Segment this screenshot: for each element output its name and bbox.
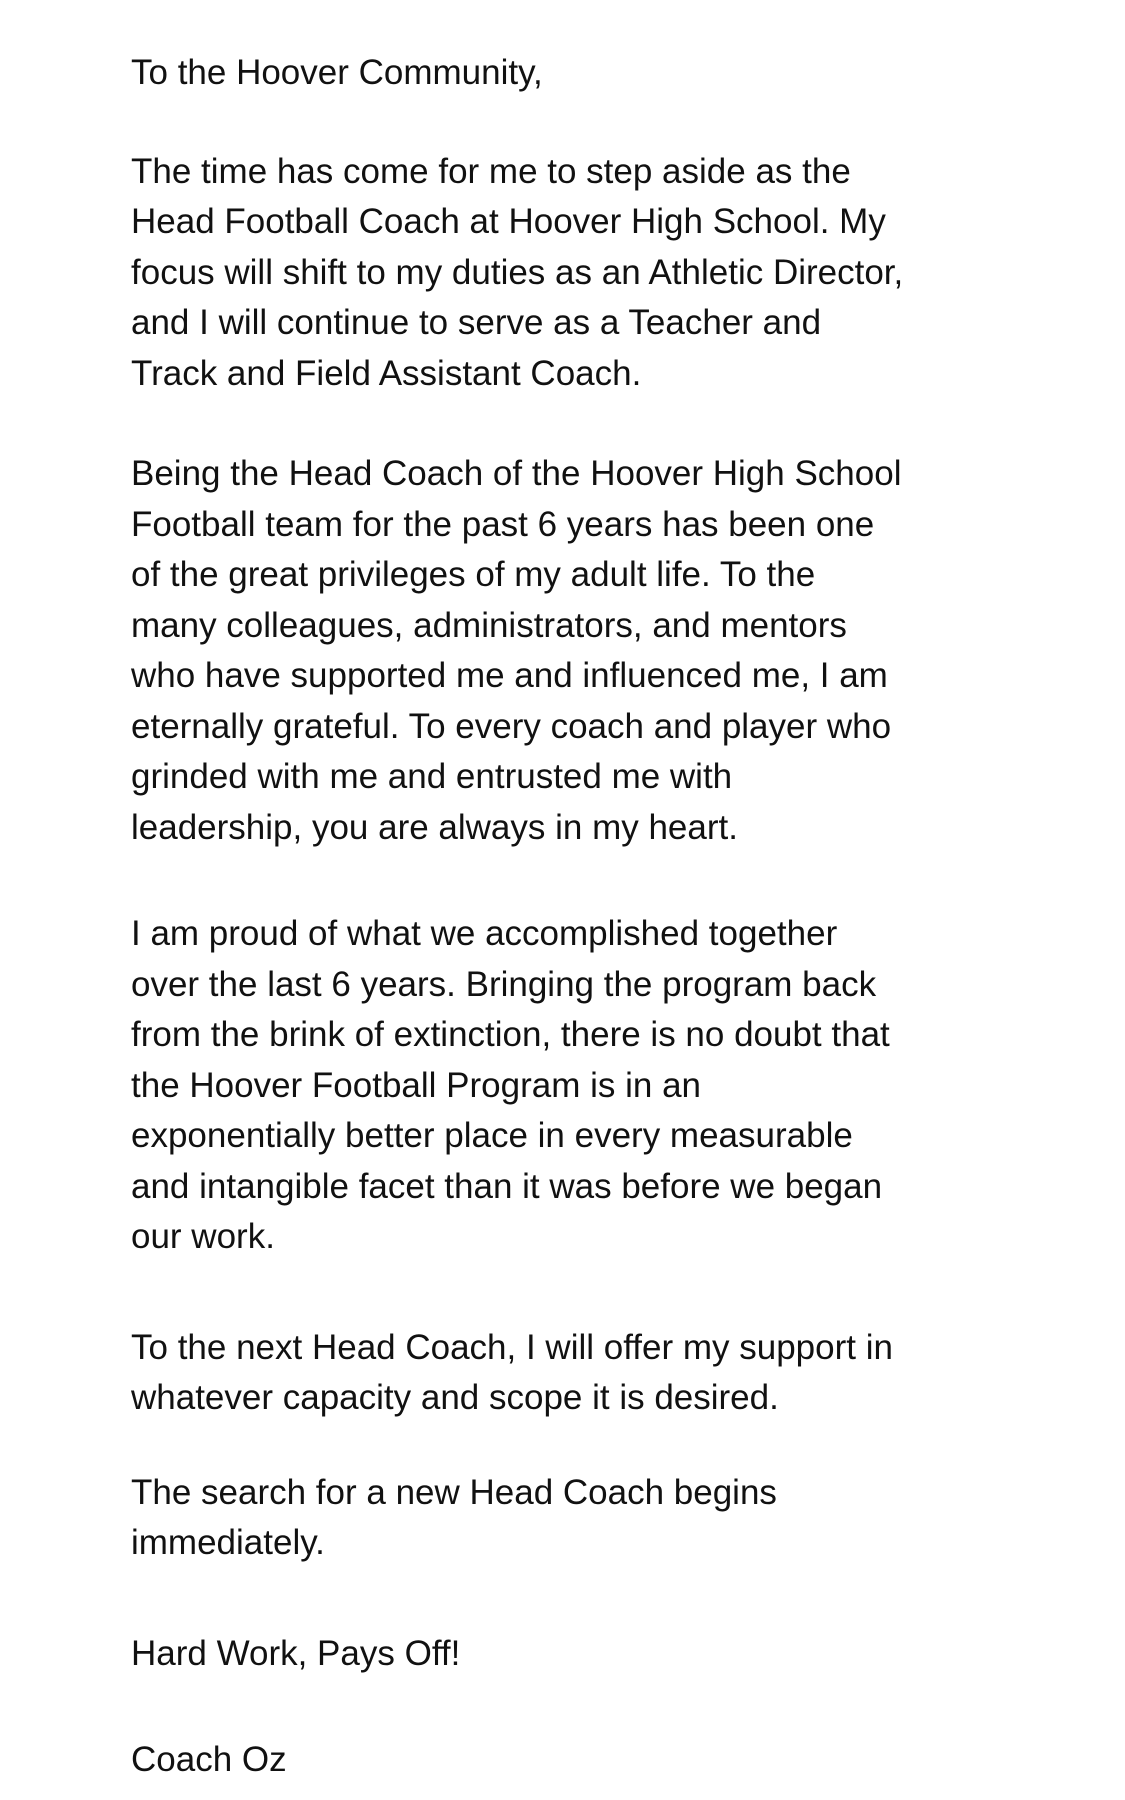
paragraph-line: immediately.	[131, 1523, 325, 1562]
paragraph-1	[131, 147, 1031, 400]
paragraph-line: eternally grateful. To every coach and player who	[131, 706, 892, 746]
paragraph-5	[131, 1468, 1031, 1569]
paragraph-line: I am proud of what we accomplished together	[131, 914, 838, 953]
paragraph-line: our work.	[131, 1217, 275, 1256]
paragraph-line: To the next Head Coach, I will offer my support in	[131, 1327, 893, 1367]
paragraph-line: The search for a new Head Coach begins	[131, 1472, 777, 1512]
paragraph-line: many colleagues, administrators, and mentors	[131, 605, 847, 645]
salutation: To the Hoover Community,	[131, 53, 543, 92]
paragraph-line: whatever capacity and scope it is desired.	[131, 1378, 779, 1417]
closing-line: Hard Work, Pays Off!	[131, 1633, 461, 1673]
signature: Coach Oz	[131, 1740, 287, 1779]
paragraph-line: and I will continue to serve as a Teacher and	[131, 303, 822, 342]
paragraph-line: who have supported me and influenced me, I am	[131, 656, 888, 695]
paragraph-line: grinded with me and entrusted me with	[131, 757, 733, 796]
paragraph-line: Track and Field Assistant Coach.	[131, 353, 642, 393]
paragraph-line: exponentially better place in every measurable	[131, 1116, 853, 1155]
paragraph-line: over the last 6 years. Bringing the program back	[131, 964, 877, 1004]
paragraph-line: Football team for the past 6 years has been one	[131, 504, 875, 544]
paragraph-line: The time has come for me to step aside as the	[131, 151, 851, 191]
paragraph-line: the Hoover Football Program is in an	[131, 1065, 701, 1105]
paragraph-2	[131, 449, 1031, 853]
paragraph-line: Being the Head Coach of the Hoover High School	[131, 454, 902, 493]
paragraph-line: of the great privileges of my adult life. To the	[131, 555, 816, 594]
letter-body	[131, 0, 1031, 1786]
paragraph-line: focus will shift to my duties as an Athletic Director,	[131, 252, 904, 292]
paragraph-line: Head Football Coach at Hoover High School. My	[131, 202, 886, 241]
paragraph-line: leadership, you are always in my heart.	[131, 807, 738, 847]
paragraph-line: from the brink of extinction, there is no doubt that	[131, 1015, 890, 1054]
paragraph-4	[131, 1323, 1031, 1424]
paragraph-line: and intangible facet than it was before we began	[131, 1166, 883, 1206]
paragraph-3	[131, 909, 1031, 1263]
